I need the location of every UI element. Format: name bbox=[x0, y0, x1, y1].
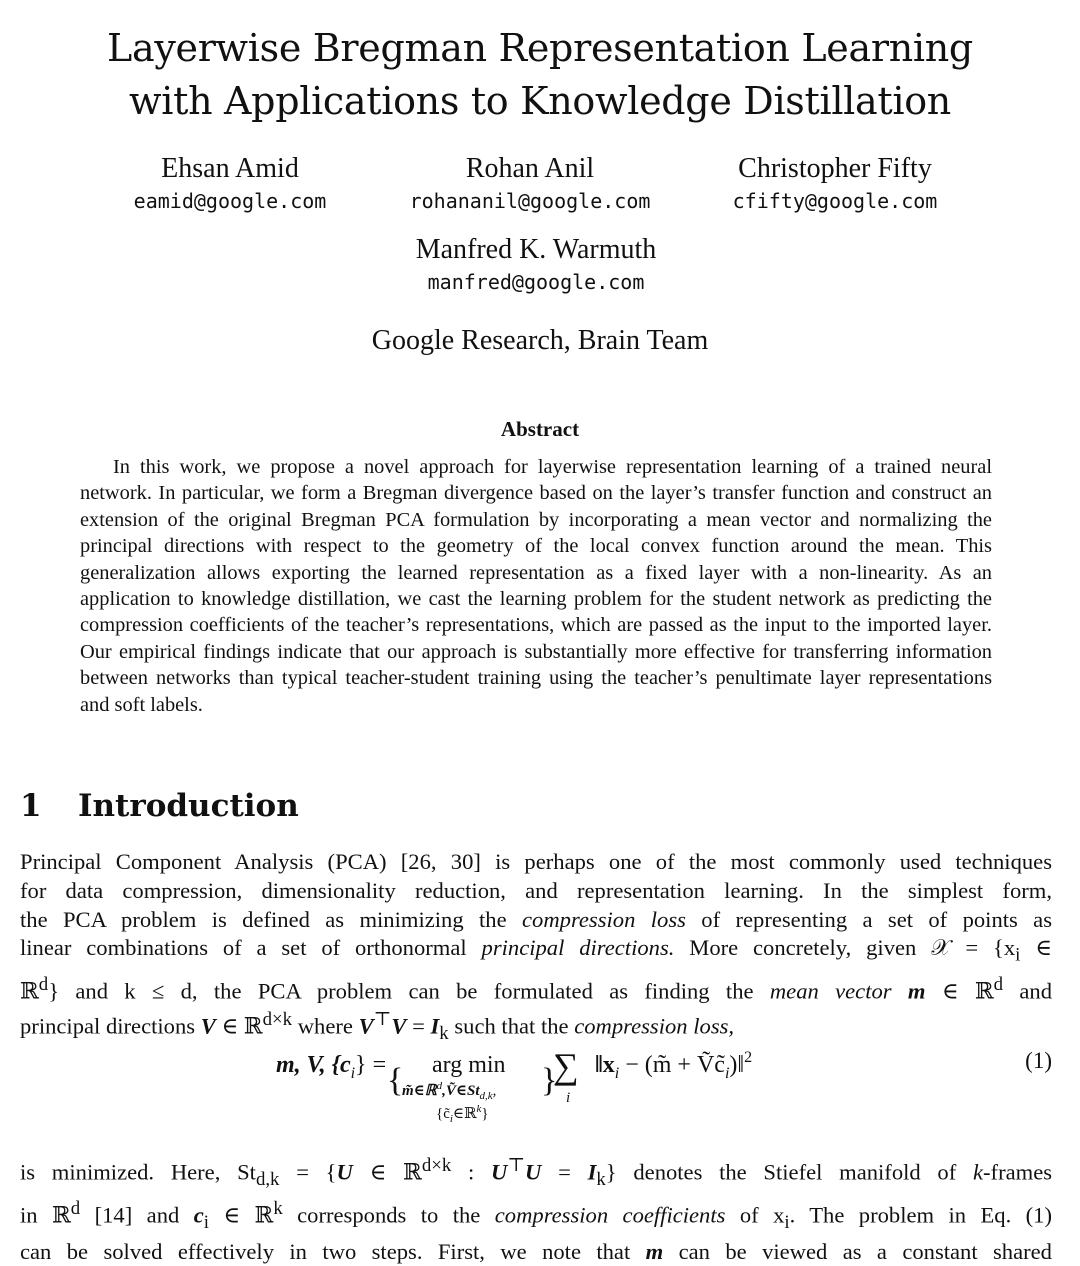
author-block-2 bbox=[390, 152, 670, 216]
text-line: is minimized. Here, $St_{d,k} = \{U$ ∈ ℝ$^{d\times k}$ : $U^⊤U = I_k$} denotes the Stiefel manifold of k-frames bbox=[20, 1155, 1053, 1191]
text-line: in ℝ$^d$ [14] and $c_i$ ∈ ℝ$^k$ corresponds to the compression coefficients of $x_i$. The problem in Eq. (1) bbox=[20, 1197, 1052, 1233]
author-name: Manfred K. Warmuth bbox=[415, 234, 657, 265]
equation-lhs: m, V, $\{c_i\}$ = bbox=[276, 1052, 387, 1082]
emphasis: principal directions. bbox=[481, 935, 675, 961]
equation-right-brace: } bbox=[541, 1062, 558, 1099]
equation-left-brace: { bbox=[387, 1062, 404, 1099]
text-line: principal directions V ∈ ℝ$^{d\times k}$ where $V^⊤V = I_k$ such that the compression loss, bbox=[20, 1009, 735, 1045]
text-line: the PCA problem is defined as minimizing the compression loss of representing a set of points as bbox=[20, 906, 1052, 932]
text-line: ℝ$^d$} and k ≤ d, the PCA problem can be formulated as finding the mean vector m ∈ ℝ$^d$ and bbox=[20, 973, 1053, 1004]
emphasis: compression loss, bbox=[574, 1013, 735, 1039]
equation-operator: arg min bbox=[432, 1052, 506, 1078]
author-block-3 bbox=[715, 152, 955, 216]
equation-sum-symbol: ∑ bbox=[553, 1046, 579, 1086]
author-email[interactable]: cfifty@google.com bbox=[732, 189, 938, 213]
affiliation: Google Research, Brain Team bbox=[371, 325, 709, 356]
equation-constraint-2: $\{c̃_i\in ℝ^k\}$ bbox=[436, 1103, 489, 1125]
text-line: can be solved effectively in two steps. First, we note that m can be viewed as a constant shared bbox=[20, 1238, 1052, 1264]
section-title: Introduction bbox=[78, 788, 299, 824]
text-line: Principal Component Analysis (PCA) [26, 30] is perhaps one of the most commonly used techniques bbox=[20, 849, 1052, 874]
author-email[interactable]: eamid@google.com bbox=[133, 189, 327, 213]
section-heading bbox=[20, 786, 299, 826]
author-email[interactable]: manfred@google.com bbox=[427, 270, 645, 294]
text-line: linear combinations of a set of orthonormal principal directions. More concretely, given 𝒳 = {$x_i$ ∈ bbox=[20, 935, 1052, 966]
equation-1 bbox=[0, 1040, 1080, 1130]
equation-graphic bbox=[0, 1040, 1080, 1130]
paper-title-line-1: Layerwise Bregman Representation Learning bbox=[107, 26, 973, 70]
author-name: Ehsan Amid bbox=[161, 153, 299, 184]
equation-body: $‖x_i$ − (m̃ + $Ṽc̃_i)‖^2$ bbox=[595, 1049, 753, 1082]
equation-sum-index: i bbox=[566, 1090, 571, 1106]
author-email[interactable]: rohananil@google.com bbox=[409, 189, 651, 213]
author-name: Rohan Anil bbox=[465, 153, 595, 184]
intro-paragraph-1 bbox=[20, 848, 1052, 1049]
abstract-heading: Abstract bbox=[500, 417, 580, 441]
emphasis: compression loss bbox=[522, 906, 686, 932]
author-block-4 bbox=[386, 233, 686, 297]
emphasis: compression coefficients bbox=[494, 1202, 726, 1228]
emphasis: mean vector bbox=[769, 978, 892, 1004]
abstract-text: In this work, we propose a novel approach for layerwise representation learning of a trained neural network. In particular, we form a Bregman divergence based on the layer’s transfer function and construct an extension of the original Bregman PCA formulation by incorporating a mean vector and normalizing the principal directions with respect to the geometry of the local convex function around the mean. This generalization allows exporting the learned representation as a fixed layer with a non-linearity. As an application to knowledge distillation, we cast the learning problem for the student network as predicting the compression coefficients of the teacher’s representations, which are passed as the input to the imported layer. Our empirical findings indicate that our approach is substantially more effective for transferring information between networks than typical teacher-student training using the teacher’s penultimate layer representations and soft labels. bbox=[80, 456, 992, 716]
author-name: Christopher Fifty bbox=[738, 153, 932, 184]
intro-paragraph-2 bbox=[20, 1152, 1052, 1266]
paper-title bbox=[0, 22, 1080, 128]
equation-constraint-1: $m̃\in ℝ^d,Ṽ\in St_{d,k}$, bbox=[402, 1080, 497, 1102]
author-block-1 bbox=[100, 152, 360, 216]
equation-number: (1) bbox=[1025, 1048, 1052, 1073]
section-number: 1 bbox=[20, 788, 42, 824]
paper-title-line-2: with Applications to Knowledge Distillation bbox=[129, 79, 951, 123]
text-line: for data compression, dimensionality reduction, and representation learning. In the simplest form, bbox=[20, 877, 1052, 903]
